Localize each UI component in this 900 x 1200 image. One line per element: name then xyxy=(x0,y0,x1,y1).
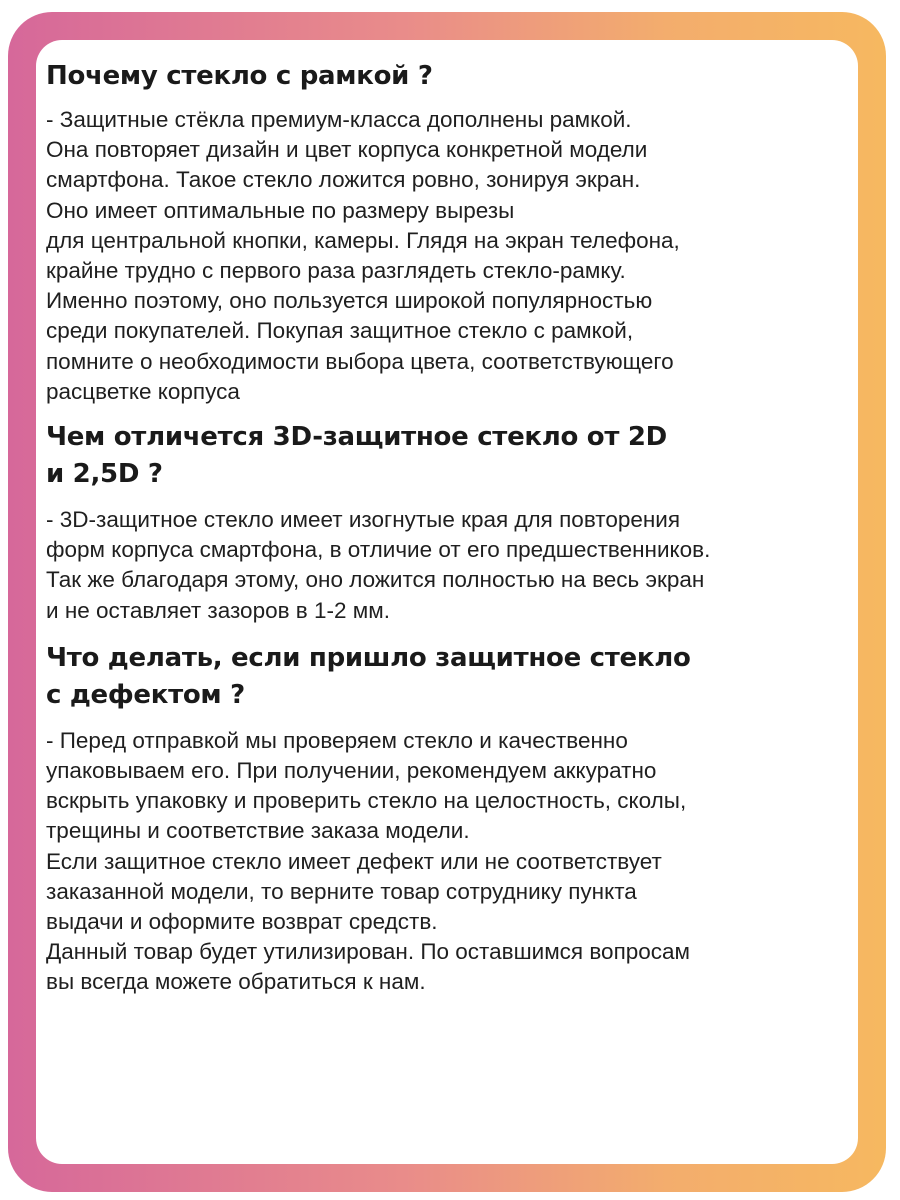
body-line: расцветке корпуса xyxy=(46,378,240,404)
body-line: Именно поэтому, оно пользуется широкой популярностью xyxy=(46,288,653,314)
faq-section-frame-glass xyxy=(46,58,826,407)
body-line: вскрыть упаковку и проверить стекло на целостность, сколы, xyxy=(46,788,687,814)
body-line: заказанной модели, то верните товар сотруднику пункта xyxy=(46,878,637,904)
body-line: среди покупателей. Покупая защитное стекло с рамкой, xyxy=(46,318,634,344)
section-body xyxy=(46,726,826,998)
body-line: - 3D-защитное стекло имеет изогнутые края для повторения xyxy=(46,507,681,533)
title-line: Чем отличется 3D-защитное стекло от 2D xyxy=(46,422,667,453)
section-title xyxy=(46,58,826,95)
body-line: Если защитное стекло имеет дефект или не соответствует xyxy=(46,848,662,874)
body-line: для центральной кнопки, камеры. Глядя на экран телефона, xyxy=(46,227,680,253)
body-line: упаковываем его. При получении, рекомендуем аккуратно xyxy=(46,758,657,784)
title-line: Почему стекло с рамкой ? xyxy=(46,61,433,91)
body-line: крайне трудно с первого раза разглядеть стекло-рамку. xyxy=(46,258,626,284)
title-line: и 2,5D ? xyxy=(46,459,163,490)
body-line: и не оставляет зазоров в 1-2 мм. xyxy=(46,597,390,623)
body-line: трещины и соответствие заказа модели. xyxy=(46,818,470,844)
body-line: Так же благодаря этому, оно ложится полностью на весь экран xyxy=(46,567,705,593)
body-line: вы всегда можете обратиться к нам. xyxy=(46,969,426,995)
title-line: Что делать, если пришло защитное стекло xyxy=(46,642,691,673)
section-title xyxy=(46,419,826,493)
section-body xyxy=(46,505,826,626)
body-line: Она повторяет дизайн и цвет корпуса конкретной модели xyxy=(46,137,648,163)
faq-section-3d-vs-2d xyxy=(46,419,826,626)
body-line: Оно имеет оптимальные по размеру вырезы xyxy=(46,197,515,223)
body-line: выдачи и оформите возврат средств. xyxy=(46,909,438,935)
section-body xyxy=(46,105,826,407)
faq-section-defect xyxy=(46,640,826,998)
faq-content xyxy=(46,58,826,998)
body-line: - Перед отправкой мы проверяем стекло и качественно xyxy=(46,727,628,753)
body-line: помните о необходимости выбора цвета, соответствующего xyxy=(46,348,674,374)
body-line: форм корпуса смартфона, в отличие от его предшественников. xyxy=(46,537,711,563)
body-line: - Защитные стёкла премиум-класса дополнены рамкой. xyxy=(46,107,632,132)
title-line: с дефектом ? xyxy=(46,679,245,710)
body-line: смартфона. Такое стекло ложится ровно, зонируя экран. xyxy=(46,167,641,193)
section-title xyxy=(46,640,826,714)
body-line: Данный товар будет утилизирован. По оставшимся вопросам xyxy=(46,939,691,965)
